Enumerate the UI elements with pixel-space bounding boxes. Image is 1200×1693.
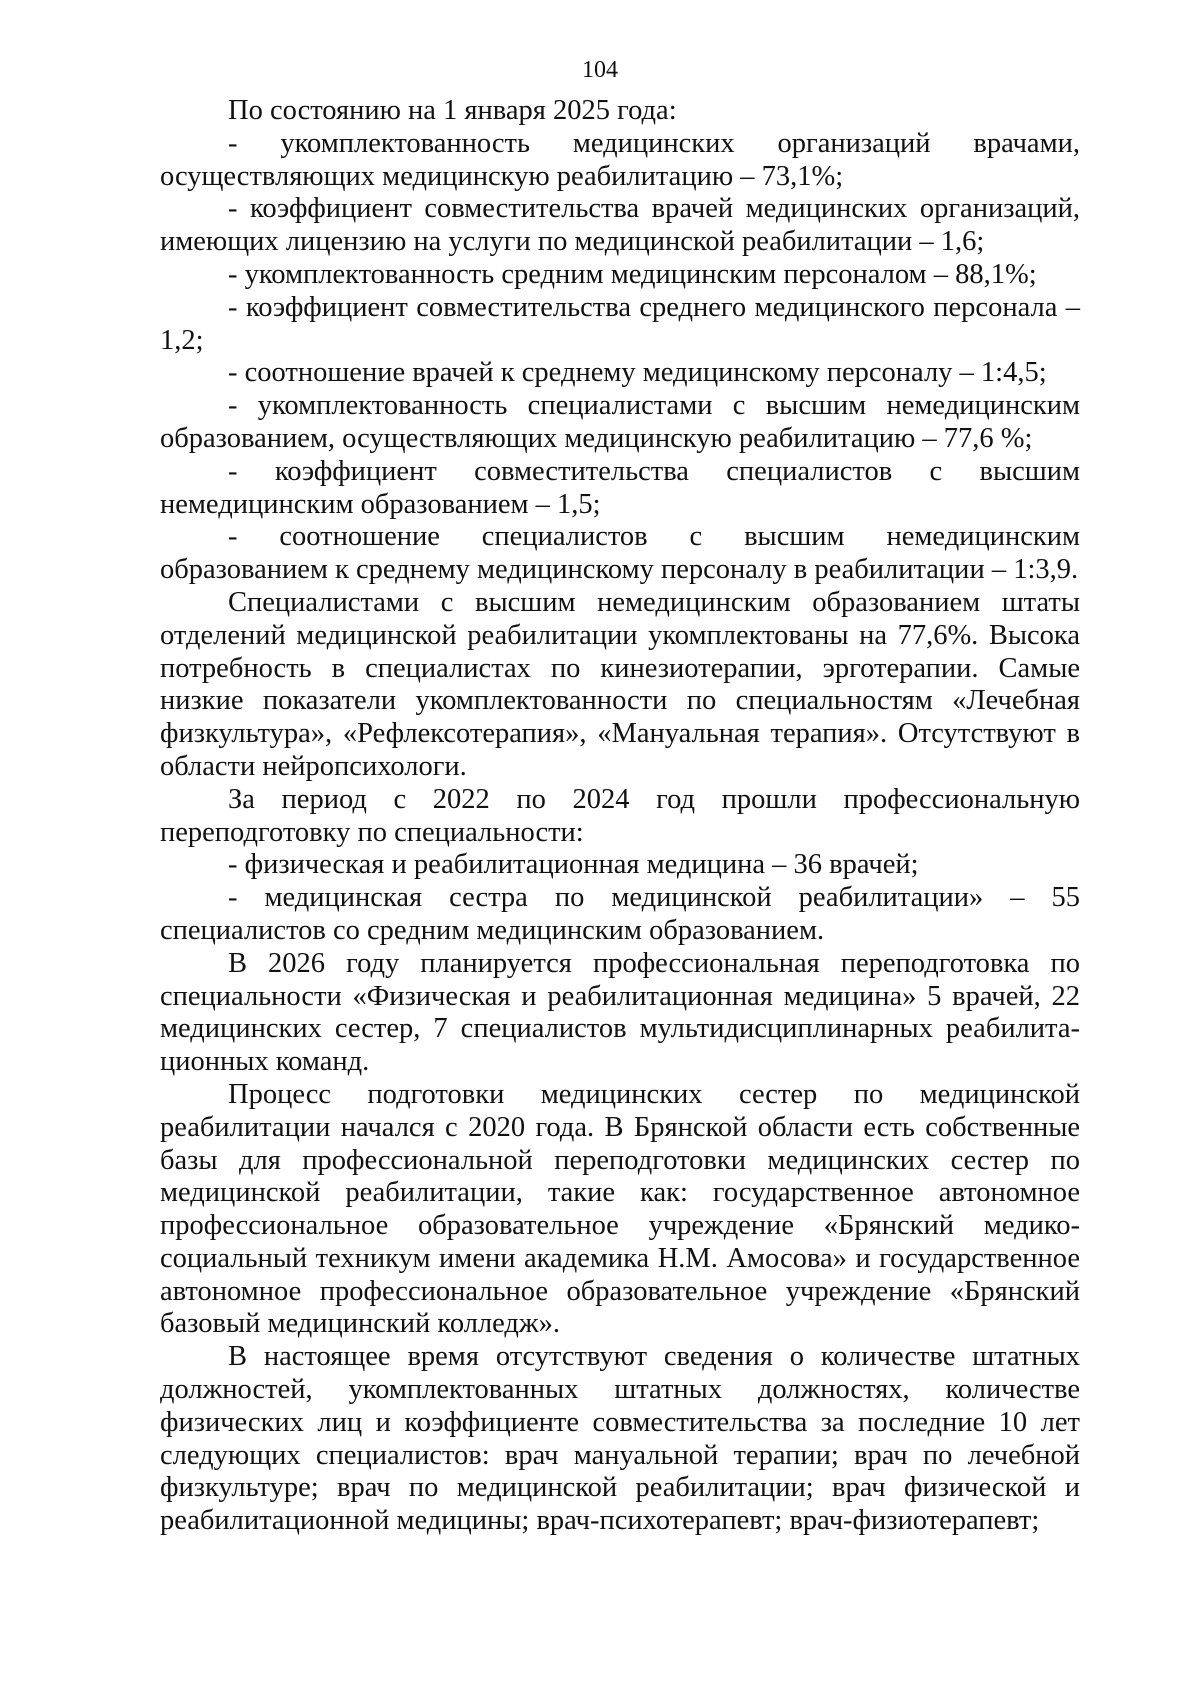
list-item-doctor-staffing: - укомплектованность медицинских организаций врачами, осуществляющих медицинскую реабилитацию – 73,1%; — [160, 127, 1080, 192]
document-body — [160, 95, 1080, 1538]
paragraph-intro: По состоянию на 1 января 2025 года: — [228, 95, 677, 126]
paragraph-nurse-training: Процесс подготовки медицинских сестер по медицинской реабилитации начался с 2020 года. В Брянской области есть собственные базы для профессиональной переподготовки медицинских сестер по медицинской реабилитации, такие как: государственное автономное профессиональное образовательное учреждение «Брянский медико-социальный техникум имени академика Н.М. Амосова» и государственное автономное профессиональное образовательное учреждение «Брянский базовый медицинский колледж». — [160, 1078, 1080, 1340]
list-item-nurse-staffing: - укомплектованность средним медицинским персоналом – 88,1%; — [228, 258, 1037, 290]
paragraph-missing-data: В настоящее время отсутствуют сведения о количестве штатных должностей, укомплектованных штатных должностях, количестве физических лиц и коэффициенте совместительства за последние 10 лет следующих специалистов: врач мануальной терапии; врач по лечебной физкультуре; врач по медицинской реабилитации; врач физической и реабилитационной медицины; врач-психотерапевт; врач-физиотерапевт; — [160, 1341, 1080, 1537]
paragraph-2026-plan: В 2026 году планируется профессиональная переподготовка по специальности «Физическая и реабилитационная медицина» 5 врачей, 22 медицинских сестер, 7 специалистов мультидисциплинарных реабилита-ционных команд. — [160, 947, 1080, 1078]
paragraph-retraining-period: За период с 2022 по 2024 год прошли профессиональную переподготовку по специальности: — [160, 783, 1080, 848]
list-item-doctor-nurse-ratio: - соотношение врачей к среднему медицинскому персоналу – 1:4,5; — [228, 357, 1047, 389]
list-item-specialist-staffing: - укомплектованность специалистами с высшим немедицинским образованием, осуществляющих медицинскую реабилитацию – 77,6 %; — [160, 390, 1080, 454]
page-number: 104 — [582, 57, 618, 83]
list-item-doctor-part-time-ratio: - коэффициент совместительства врачей медицинских организаций, имеющих лицензию на услуги по медицинской реабилитации – 1,6; — [160, 193, 1080, 258]
list-item-retraining-doctors: - физическая и реабилитационная медицина – 36 врачей; — [228, 849, 919, 881]
list-item-specialist-nurse-ratio: - соотношение специалистов с высшим немедицинским образованием к среднему медицинскому персоналу в реабилитации – 1:3,9. — [160, 521, 1080, 586]
paragraph-specialists: Специалистами с высшим немедицинским образованием штаты отделений медицинской реабилитации укомплектованы на 77,6%. Высока потребность в специалистах по кинезиотерапии, эрготерапии. Самые низкие показатели укомплектованности по специальностям «Лечебная физкультура», «Рефлексотерапия», «Мануальная терапия». Отсутствуют в области нейропсихологи. — [160, 586, 1080, 782]
list-item-retraining-nurses: - медицинская сестра по медицинской реабилитации» – 55 специалистов со средним медицинским образованием. — [160, 882, 1080, 946]
list-item-nurse-part-time-ratio: - коэффициент совместительства среднего медицинского персонала – 1,2; — [160, 291, 1080, 356]
list-item-specialist-part-time-ratio: - коэффициент совместительства специалистов с высшим немедицинским образованием – 1,5; — [160, 455, 1080, 520]
